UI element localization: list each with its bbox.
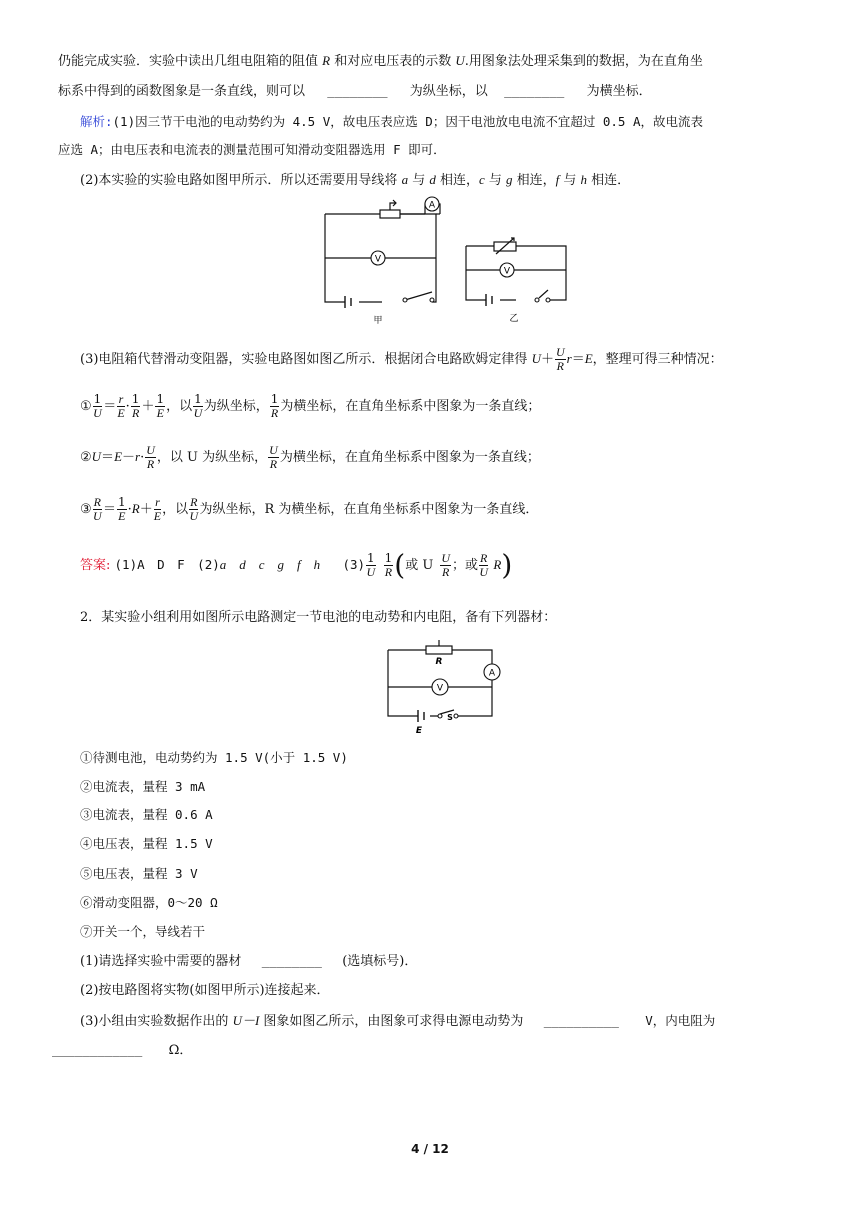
answer-blank-resistance[interactable]: ____________ bbox=[52, 1042, 143, 1057]
answer-blank-x[interactable]: ________ bbox=[504, 83, 565, 98]
q2-sub3-cont: ____________ Ω． bbox=[52, 1042, 193, 1058]
ammeter-label: A bbox=[488, 668, 496, 679]
voltmeter-label-yi: V bbox=[503, 266, 511, 277]
figure-label-jia: 甲 bbox=[373, 316, 383, 326]
analysis-label: 解析: bbox=[80, 114, 113, 129]
analysis-line2: 应选 A；由电压表和电流表的测量范围可知滑动变阻器选用 F 即可． bbox=[58, 142, 446, 157]
voltmeter-label-jia: V bbox=[374, 254, 382, 265]
equipment-item-4: ④电压表，量程 1.5 V bbox=[80, 836, 213, 851]
analysis-case3: ③ $\frac{R}{U}$ ＝ $\frac{1}{E}$ ·R＋ $\frac{r}{E}$ ，以 $\frac{R}{U}$ 为纵坐标，R 为横坐标，在直角坐标系中图象为一条直线． bbox=[80, 495, 539, 523]
ammeter-label-jia: A bbox=[428, 200, 436, 211]
answer-blank-emf[interactable]: __________ bbox=[543, 1013, 619, 1028]
equipment-item-1: ①待测电池，电动势约为 1.5 V(小于 1.5 V) bbox=[80, 750, 348, 765]
circuit-diagrams-jia-yi bbox=[320, 194, 580, 328]
equipment-item-5: ⑤电压表，量程 3 V bbox=[80, 866, 198, 881]
battery-label: E bbox=[415, 726, 423, 736]
figure-label-yi: 乙 bbox=[509, 314, 519, 324]
rheostat-label: R bbox=[435, 657, 443, 667]
switch-label: S bbox=[447, 713, 453, 722]
analysis-case1: ① $\frac{1}{U}$ ＝ $\frac{r}{E}$ · $\frac{1}{R}$ ＋ $\frac{1}{E}$ ，以 $\frac{1}{U}$ 为纵坐标， $\frac{1}{R}$ 为横坐标，在直角坐标系中图象为一条直线； bbox=[80, 392, 541, 420]
analysis-case2: ②U＝E－r· $\frac{U}{R}$ ，以 U 为纵坐标， $\frac{U}{R}$ 为横坐标，在直角坐标系中图象为一条直线； bbox=[80, 443, 540, 471]
q1-text-line1: 仍能完成实验．实验中读出几组电阻箱的阻值 R 和对应电压表的示数 U.用图象法处理采集到的数据，为在直角坐 bbox=[58, 53, 703, 69]
equipment-item-6: ⑥滑动变阻器，0～20 Ω bbox=[80, 895, 218, 910]
equipment-item-7: ⑦开关一个，导线若干 bbox=[80, 924, 206, 939]
answer-line: 答案: (1)A D F (2)a d c g f h (3) $\frac{1}{U}$ $\frac{1}{R}$ (或 U $\frac{U}{R}$ ；或 $\frac{R}{U}$ R) bbox=[80, 548, 513, 582]
q2-sub3: (3)小组由实验数据作出的 U－I 图象如图乙所示，由图象可求得电源电动势为 __________ V，内电阻为 bbox=[80, 1013, 716, 1029]
voltmeter-label: V bbox=[436, 683, 444, 694]
q1-text-line2: 标系中得到的函数图象是一条直线，则可以 ________ 为纵坐标，以 ________ 为横坐标． bbox=[58, 83, 652, 99]
analysis-line3: (2)本实验的实验电路如图甲所示．所以还需要用导线将 a 与 d 相连，c 与 g 相连，f 与 h 相连． bbox=[80, 172, 631, 188]
equipment-item-3: ③电流表，量程 0.6 A bbox=[80, 807, 213, 822]
analysis-line1: 解析:(1)因三节干电池的电动势约为 4.5 V，故电压表应选 D；因干电池放电电流不宜超过 0.5 A，故电流表 bbox=[80, 114, 703, 129]
q2-sub1: (1)请选择实验中需要的器材 ________ (选填标号)． bbox=[80, 953, 418, 969]
q2-sub2: (2)按电路图将实物(如图甲所示)连接起来． bbox=[80, 983, 330, 998]
circuit-diagram-q2 bbox=[382, 638, 508, 736]
equipment-item-2: ②电流表，量程 3 mA bbox=[80, 779, 206, 794]
answer-blank-y[interactable]: ________ bbox=[327, 83, 388, 98]
q2-intro: 2．某实验小组利用如图所示电路测定一节电池的电动势和内电阻，备有下列器材： bbox=[80, 610, 557, 625]
answer-label: 答案: bbox=[80, 558, 111, 573]
analysis-line4: (3)电阻箱代替滑动变阻器，实验电路图如图乙所示．根据闭合电路欧姆定律得 U＋ $\frac{U}{R}$ r＝E，整理可得三种情况： bbox=[80, 345, 723, 373]
answer-blank-equipment[interactable]: ________ bbox=[261, 953, 322, 968]
page-number: 4 / 12 bbox=[411, 1142, 449, 1156]
